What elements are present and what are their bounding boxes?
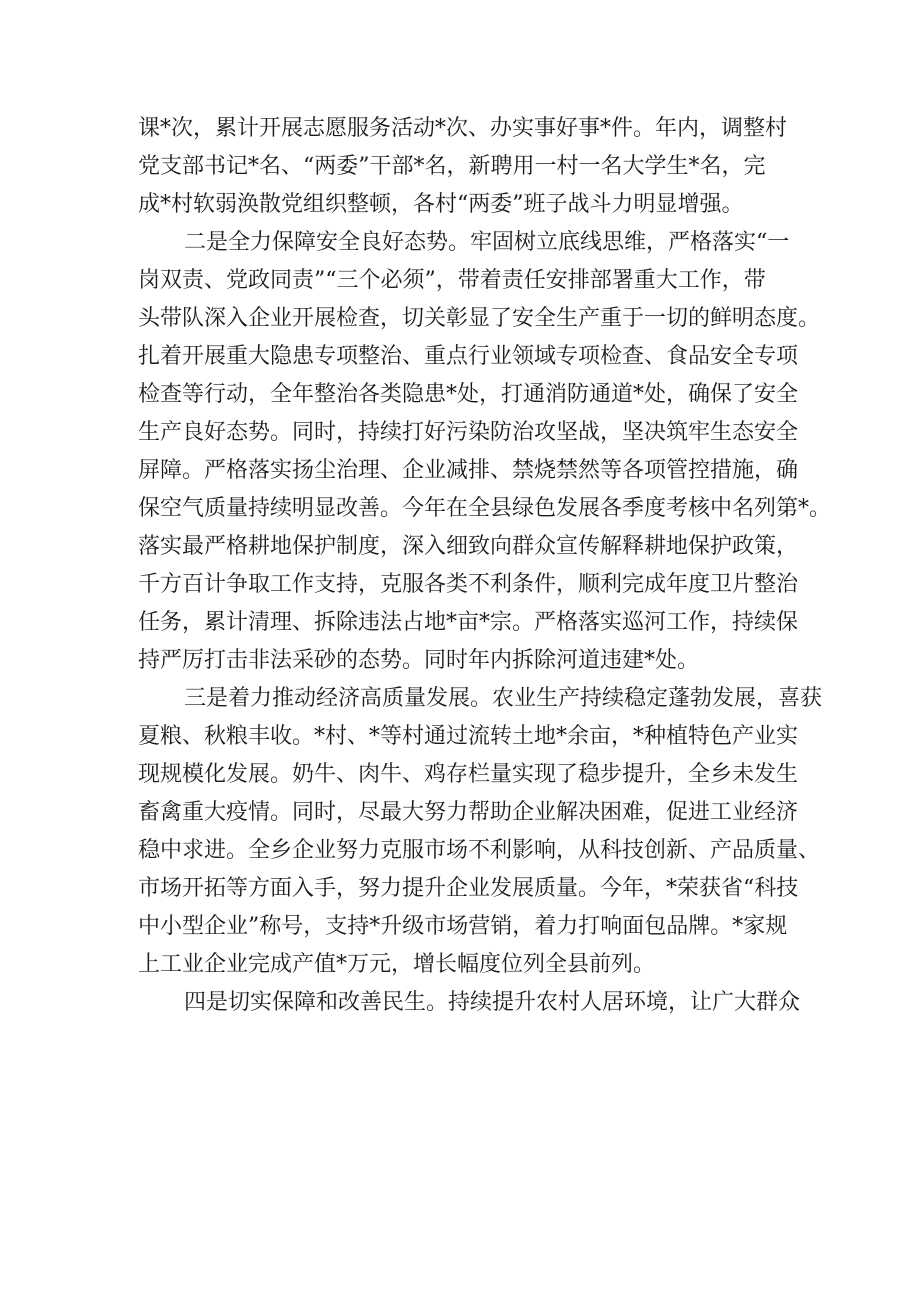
paragraph-1	[138, 110, 798, 224]
paragraph-line: 持严厉打击非法采砂的态势。同时年内拆除河道违建*处。	[138, 648, 700, 673]
paragraph-line: 千方百计争取工作支持，克服各类不利条件，顺利完成年度卫片整治	[138, 572, 799, 597]
paragraph-line: 落实最严格耕地保护制度，深入细致向群众宣传解释耕地保护政策，	[138, 534, 799, 559]
paragraph-line: 保空气质量持续明显改善。今年在全县绿色发展各季度考核中名列第*。	[138, 496, 832, 521]
paragraph-4	[138, 984, 801, 1022]
paragraph-line: 岗双责、党政同责”“三个必须”，带着责任安排部署重大工作，带	[138, 268, 766, 293]
paragraph-2	[138, 224, 832, 680]
paragraph-line: 市场开拓等方面入手，努力提升企业发展质量。今年，*荣获省“科技	[138, 876, 799, 901]
paragraph-line: 成*村软弱涣散党组织整顿，各村“两委”班子战斗力明显增强。	[138, 192, 744, 217]
paragraph-line: 扎着开展重大隐患专项整治、重点行业领域专项检查、食品安全专项	[138, 344, 799, 369]
paragraph-line: 生产良好态势。同时，持续打好污染防治攻坚战，坚决筑牢生态安全	[138, 420, 799, 445]
paragraph-line: 检查等行动，全年整治各类隐患*处，打通消防通道*处，确保了安全	[138, 382, 799, 407]
document-body	[138, 110, 832, 1022]
paragraph-line: 党支部书记*名、“两委”干部*名，新聘用一村一名大学生*名，完	[138, 154, 766, 179]
paragraph-line: 屏障。严格落实扬尘治理、企业减排、禁烧禁然等各项管控措施，确	[138, 458, 799, 483]
paragraph-line: 稳中求进。全乡企业努力克服市场不利影响，从科技创新、产品质量、	[138, 838, 821, 863]
paragraph-line: 三是着力推动经济高质量发展。农业生产持续稳定蓬勃发展，喜获	[184, 686, 823, 711]
paragraph-line: 上工业企业完成产值*万元，增长幅度位列全县前列。	[138, 952, 656, 977]
paragraph-line: 头带队深入企业开展检查，切关彰显了安全生产重于一切的鲜明态度。	[138, 306, 821, 331]
paragraph-3	[138, 680, 823, 984]
paragraph-line: 任务，累计清理、拆除违法占地*亩*宗。严格落实巡河工作，持续保	[138, 610, 799, 635]
paragraph-line: 畜禽重大疫情。同时，尽最大努力帮助企业解决困难，促进工业经济	[138, 800, 799, 825]
paragraph-line: 中小型企业”称号，支持*升级市场营销，着力打响面包品牌。*家规	[138, 914, 788, 939]
paragraph-line: 课*次，累计开展志愿服务活动*次、办实事好事*件。年内，调整村	[138, 116, 788, 141]
paragraph-line: 二是全力保障安全良好态势。牢固树立底线思维，严格落实“一	[184, 230, 790, 255]
paragraph-line: 夏粮、秋粮丰收。*村、*等村通过流转土地*余亩，*种植特色产业实	[138, 724, 799, 749]
paragraph-line: 四是切实保障和改善民生。持续提升农村人居环境，让广大群众	[184, 990, 801, 1015]
paragraph-line: 现规模化发展。奶牛、肉牛、鸡存栏量实现了稳步提升，全乡未发生	[138, 762, 799, 787]
